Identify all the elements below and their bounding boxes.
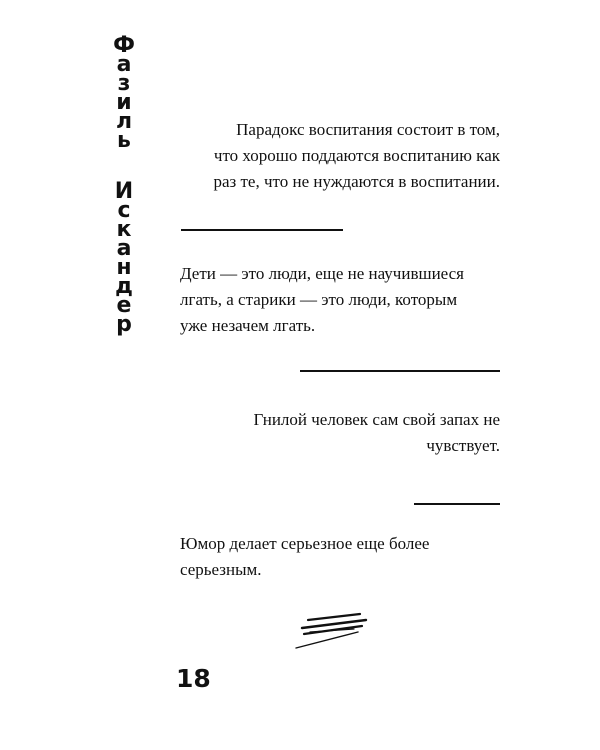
author-letter: Ф [113,33,135,58]
divider-rule [414,503,500,505]
page-number: 18 [176,664,211,693]
quote-line: серьезным. [180,560,262,579]
quote-2 [180,261,464,339]
author-letter: к [116,217,132,242]
quote-line: Гнилой человек сам свой запах не [253,410,500,429]
quote-line: уже незачем лгать. [180,316,316,335]
quote-line: раз те, что не нуждаются в воспитании. [213,172,500,191]
quote-line: лгать, а старики — это люди, которым [180,290,458,309]
author-letter: и [116,90,132,115]
divider-rule [181,229,343,231]
author-letter: а [116,52,132,77]
author-letter: д [115,274,133,299]
divider-rule [300,370,500,372]
author-name-vertical [113,33,135,337]
author-letter: ь [117,128,131,153]
quote-line: Дети — это люди, еще не научившиеся [180,264,464,283]
quote-line: что хорошо поддаются воспитанию как [213,146,500,165]
author-letter: л [115,109,133,134]
author-letter: н [116,255,132,280]
author-letter: з [117,71,131,96]
scribble-flourish-icon [292,612,372,658]
quote-line: Парадокс воспитания состоит в том, [236,120,500,139]
quote-line: Юмор делает серьезное еще более [180,534,430,553]
author-letter: е [116,293,132,318]
author-letter: а [116,236,132,261]
quote-1 [213,117,500,195]
quote-4 [180,531,429,583]
quote-line: чувствует. [426,436,500,455]
author-letter: с [117,198,131,223]
author-letter: И [114,179,134,204]
quote-3 [254,407,500,459]
author-letter: р [116,312,132,337]
